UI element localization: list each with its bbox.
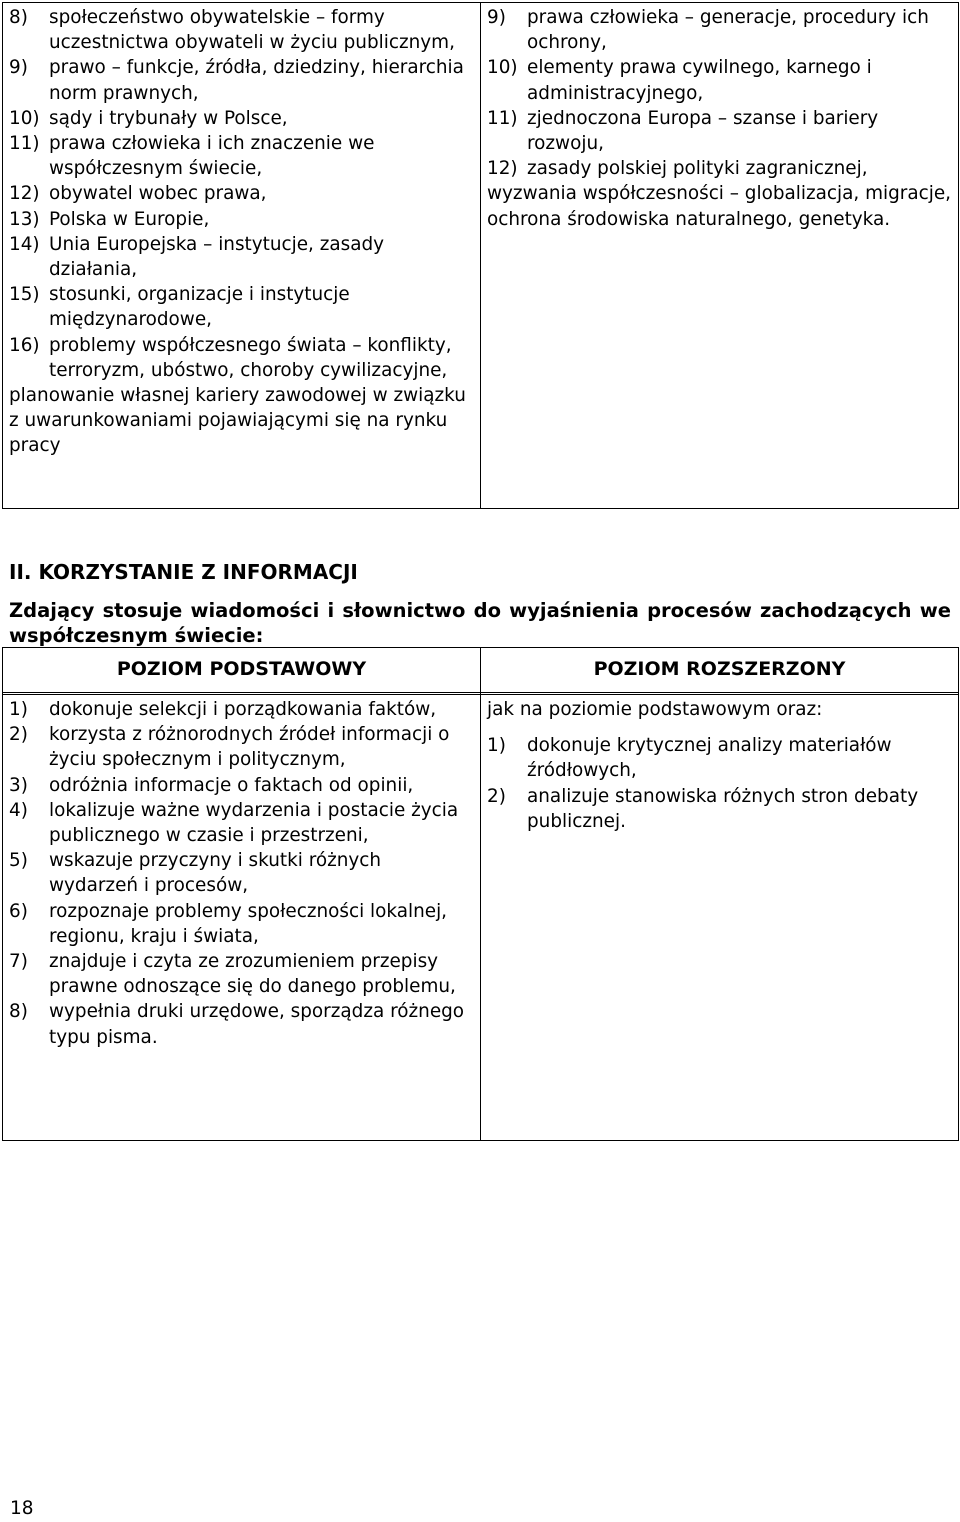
list-item (9, 282, 474, 332)
item-number: 2) (487, 785, 506, 807)
item-text: odróżnia informacje o faktach od opinii, (49, 774, 414, 796)
topic-contemporary-challenges: wyzwania współczesności – globalizacja, migracje, ochrona środowiska naturalnego, genetyka. (487, 183, 952, 230)
item-text: prawa człowieka i ich znaczenie we współczesnym świecie, (49, 133, 375, 180)
item-text: rozpoznaje problemy społeczności lokalnej, regionu, kraju i świata, (49, 900, 448, 947)
page-number: 18 (10, 1498, 34, 1519)
item-number: 13) (9, 208, 40, 230)
item-number: 8) (9, 1001, 28, 1023)
item-text: dokonuje krytycznej analizy materiałów źródłowych, (527, 735, 892, 782)
list-item (9, 5, 474, 55)
basic-requirements-cell (3, 695, 481, 1141)
item-number: 15) (9, 284, 40, 306)
list-item (487, 5, 952, 55)
list-item (9, 899, 474, 949)
basic-topics-list (9, 5, 474, 383)
topics-table-continued (2, 2, 959, 509)
item-number: 3) (9, 774, 28, 796)
list-item (487, 156, 952, 181)
list-item (9, 773, 474, 798)
item-number: 9) (9, 57, 28, 79)
extended-lead-text: jak na poziomie podstawowym oraz: (487, 699, 823, 720)
item-text: prawa człowieka – generacje, procedury ich ochrony, (527, 7, 929, 54)
list-item (487, 55, 952, 105)
item-number: 8) (9, 7, 28, 28)
item-number: 1) (9, 699, 28, 720)
item-text: wskazuje przyczyny i skutki różnych wydarzeń i procesów, (49, 850, 382, 897)
basic-level-topics-cell (3, 3, 481, 509)
item-number: 10) (487, 57, 518, 79)
section-intro: Zdający stosuje wiadomości i słownictwo do wyjaśnienia procesów zachodzących we współczesnym świecie: (9, 599, 951, 647)
extended-requirements-list (487, 733, 952, 834)
item-text: lokalizuje ważne wydarzenia i postacie życia publicznego w czasie i przestrzeni, (49, 799, 459, 847)
item-text: Polska w Europie, (49, 208, 210, 230)
item-number: 7) (9, 951, 28, 973)
item-number: 12) (487, 158, 518, 180)
item-text: wypełnia druki urzędowe, sporządza różnego typu pisma. (49, 1001, 465, 1048)
list-item (9, 131, 474, 181)
item-text: stosunki, organizacje i instytucje międzynarodowe, (49, 284, 350, 331)
item-number: 16) (9, 334, 40, 356)
list-item (487, 106, 952, 156)
section-heading: II. KORZYSTANIE Z INFORMACJI (9, 560, 358, 584)
requirements-table (2, 647, 959, 1141)
item-text: sądy i trybunały w Polsce, (49, 107, 288, 129)
list-item (9, 106, 474, 131)
item-text: analizuje stanowiska różnych stron debaty publicznej. (527, 785, 919, 832)
item-number: 9) (487, 7, 506, 28)
item-text: społeczeństwo obywatelskie – formy uczestnictwa obywateli w życiu publicznym, (49, 7, 455, 54)
item-number: 12) (9, 183, 40, 205)
item-number: 10) (9, 107, 40, 129)
list-item (9, 697, 474, 722)
item-text: obywatel wobec prawa, (49, 183, 267, 205)
topic-career-planning: planowanie własnej kariery zawodowej w związku z uwarunkowaniami pojawiającymi się na rynku pracy (9, 385, 466, 457)
list-item (9, 207, 474, 232)
list-item (487, 784, 952, 834)
extended-level-topics-cell (481, 3, 959, 509)
item-text: problemy współczesnego świata – konflikty, terroryzm, ubóstwo, choroby cywilizacyjne, (49, 334, 452, 381)
list-item (9, 232, 474, 282)
extended-requirements-cell (481, 695, 959, 1141)
list-item (9, 333, 474, 383)
list-item (9, 798, 474, 848)
extended-topics-list (487, 5, 952, 181)
list-item (9, 999, 474, 1049)
item-number: 6) (9, 900, 28, 922)
item-number: 5) (9, 850, 28, 872)
header-basic-level: POZIOM PODSTAWOWY (3, 648, 481, 693)
item-number: 14) (9, 233, 40, 255)
list-item (9, 181, 474, 206)
list-item (487, 733, 952, 783)
item-number: 11) (9, 133, 40, 155)
list-item (9, 722, 474, 772)
list-item (9, 848, 474, 898)
list-item (9, 55, 474, 105)
item-text: elementy prawa cywilnego, karnego i administracyjnego, (527, 57, 872, 104)
item-text: znajduje i czyta ze zrozumieniem przepisy prawne odnoszące się do danego problemu, (49, 951, 456, 998)
item-number: 2) (9, 724, 28, 746)
item-number: 1) (487, 735, 506, 757)
item-text: korzysta z różnorodnych źródeł informacji o życiu społecznym i politycznym, (49, 724, 450, 771)
item-text: prawo – funkcje, źródła, dziedziny, hierarchia norm prawnych, (49, 57, 464, 104)
header-extended-level: POZIOM ROZSZERZONY (481, 648, 959, 693)
item-number: 4) (9, 799, 28, 821)
item-text: dokonuje selekcji i porządkowania faktów, (49, 699, 437, 720)
item-text: zasady polskiej polityki zagranicznej, (527, 158, 868, 180)
item-text: Unia Europejska – instytucje, zasady działania, (49, 233, 385, 281)
list-item (9, 949, 474, 999)
basic-requirements-list (9, 697, 474, 1050)
item-number: 11) (487, 107, 518, 129)
item-text: zjednoczona Europa – szanse i bariery rozwoju, (527, 107, 879, 155)
